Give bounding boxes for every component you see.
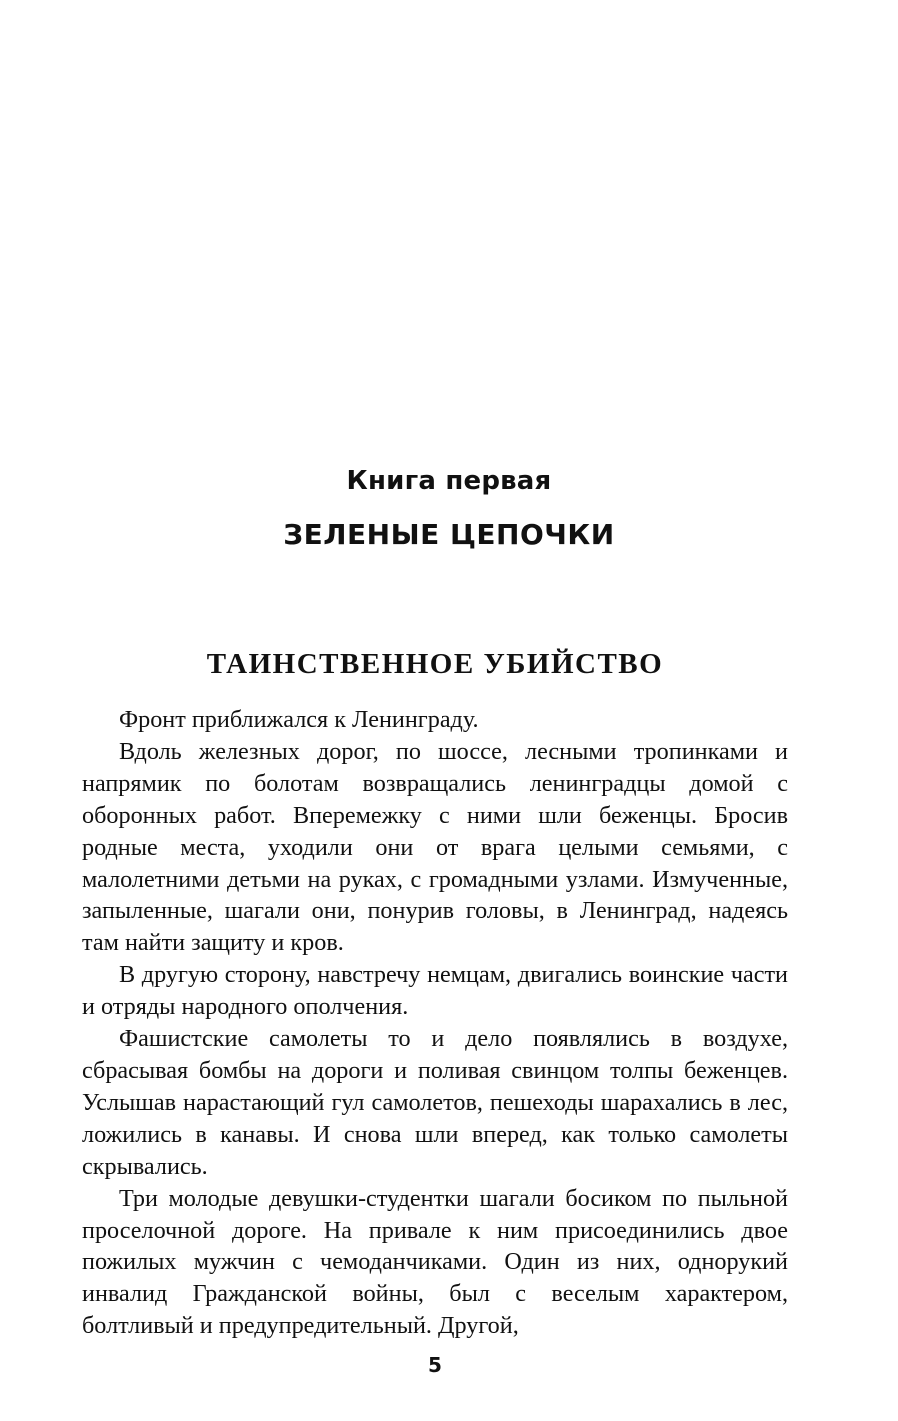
- paragraph: Фашистские самолеты то и дело появлялись в воздухе, сбрасывая бомбы на дороги и поливая свинцом толпы беженцев. Услышав нарастающий гул самолетов, пешеходы шарахались в лес, ложились в канавы. И снова шли вперед, как только самолеты скрывались.: [82, 1025, 788, 1180]
- book-title: ЗЕЛЕНЫЕ ЦЕПОЧКИ: [283, 518, 615, 551]
- book-part-label: Книга первая: [346, 466, 552, 496]
- chapter-body: [82, 704, 788, 1342]
- paragraph: Вдоль железных дорог, по шоссе, лесными тропинками и напрямик по болотам возвращались ленинградцы домой с оборонных работ. Вперемежку с ними шли беженцы. Бросив родные места, уходили они от врага целыми семьями, с малолетними детьми на руках, с громадными узлами. Измученные, запыленные, шагали они, понурив головы, в Ленинград, надеясь там найти защиту и кров.: [82, 737, 788, 957]
- paragraph: Три молодые девушки-студентки шагали босиком по пыльной проселочной дороге. На привале к ним присоединились двое пожилых мужчин с чемоданчиками. Один из них, однорукий инвалид Гражданской войны, был с веселым характером, болтливый и предупредительный. Другой,: [82, 1184, 788, 1340]
- chapter-title: ТАИНСТВЕННОЕ УБИЙСТВО: [206, 648, 664, 680]
- paragraph: В другую сторону, навстречу немцам, двигались воинские части и отряды народного ополчения.: [82, 961, 788, 1021]
- paragraph: Фронт приближался к Ленинграду.: [119, 706, 479, 733]
- page-number: 5: [428, 1353, 442, 1377]
